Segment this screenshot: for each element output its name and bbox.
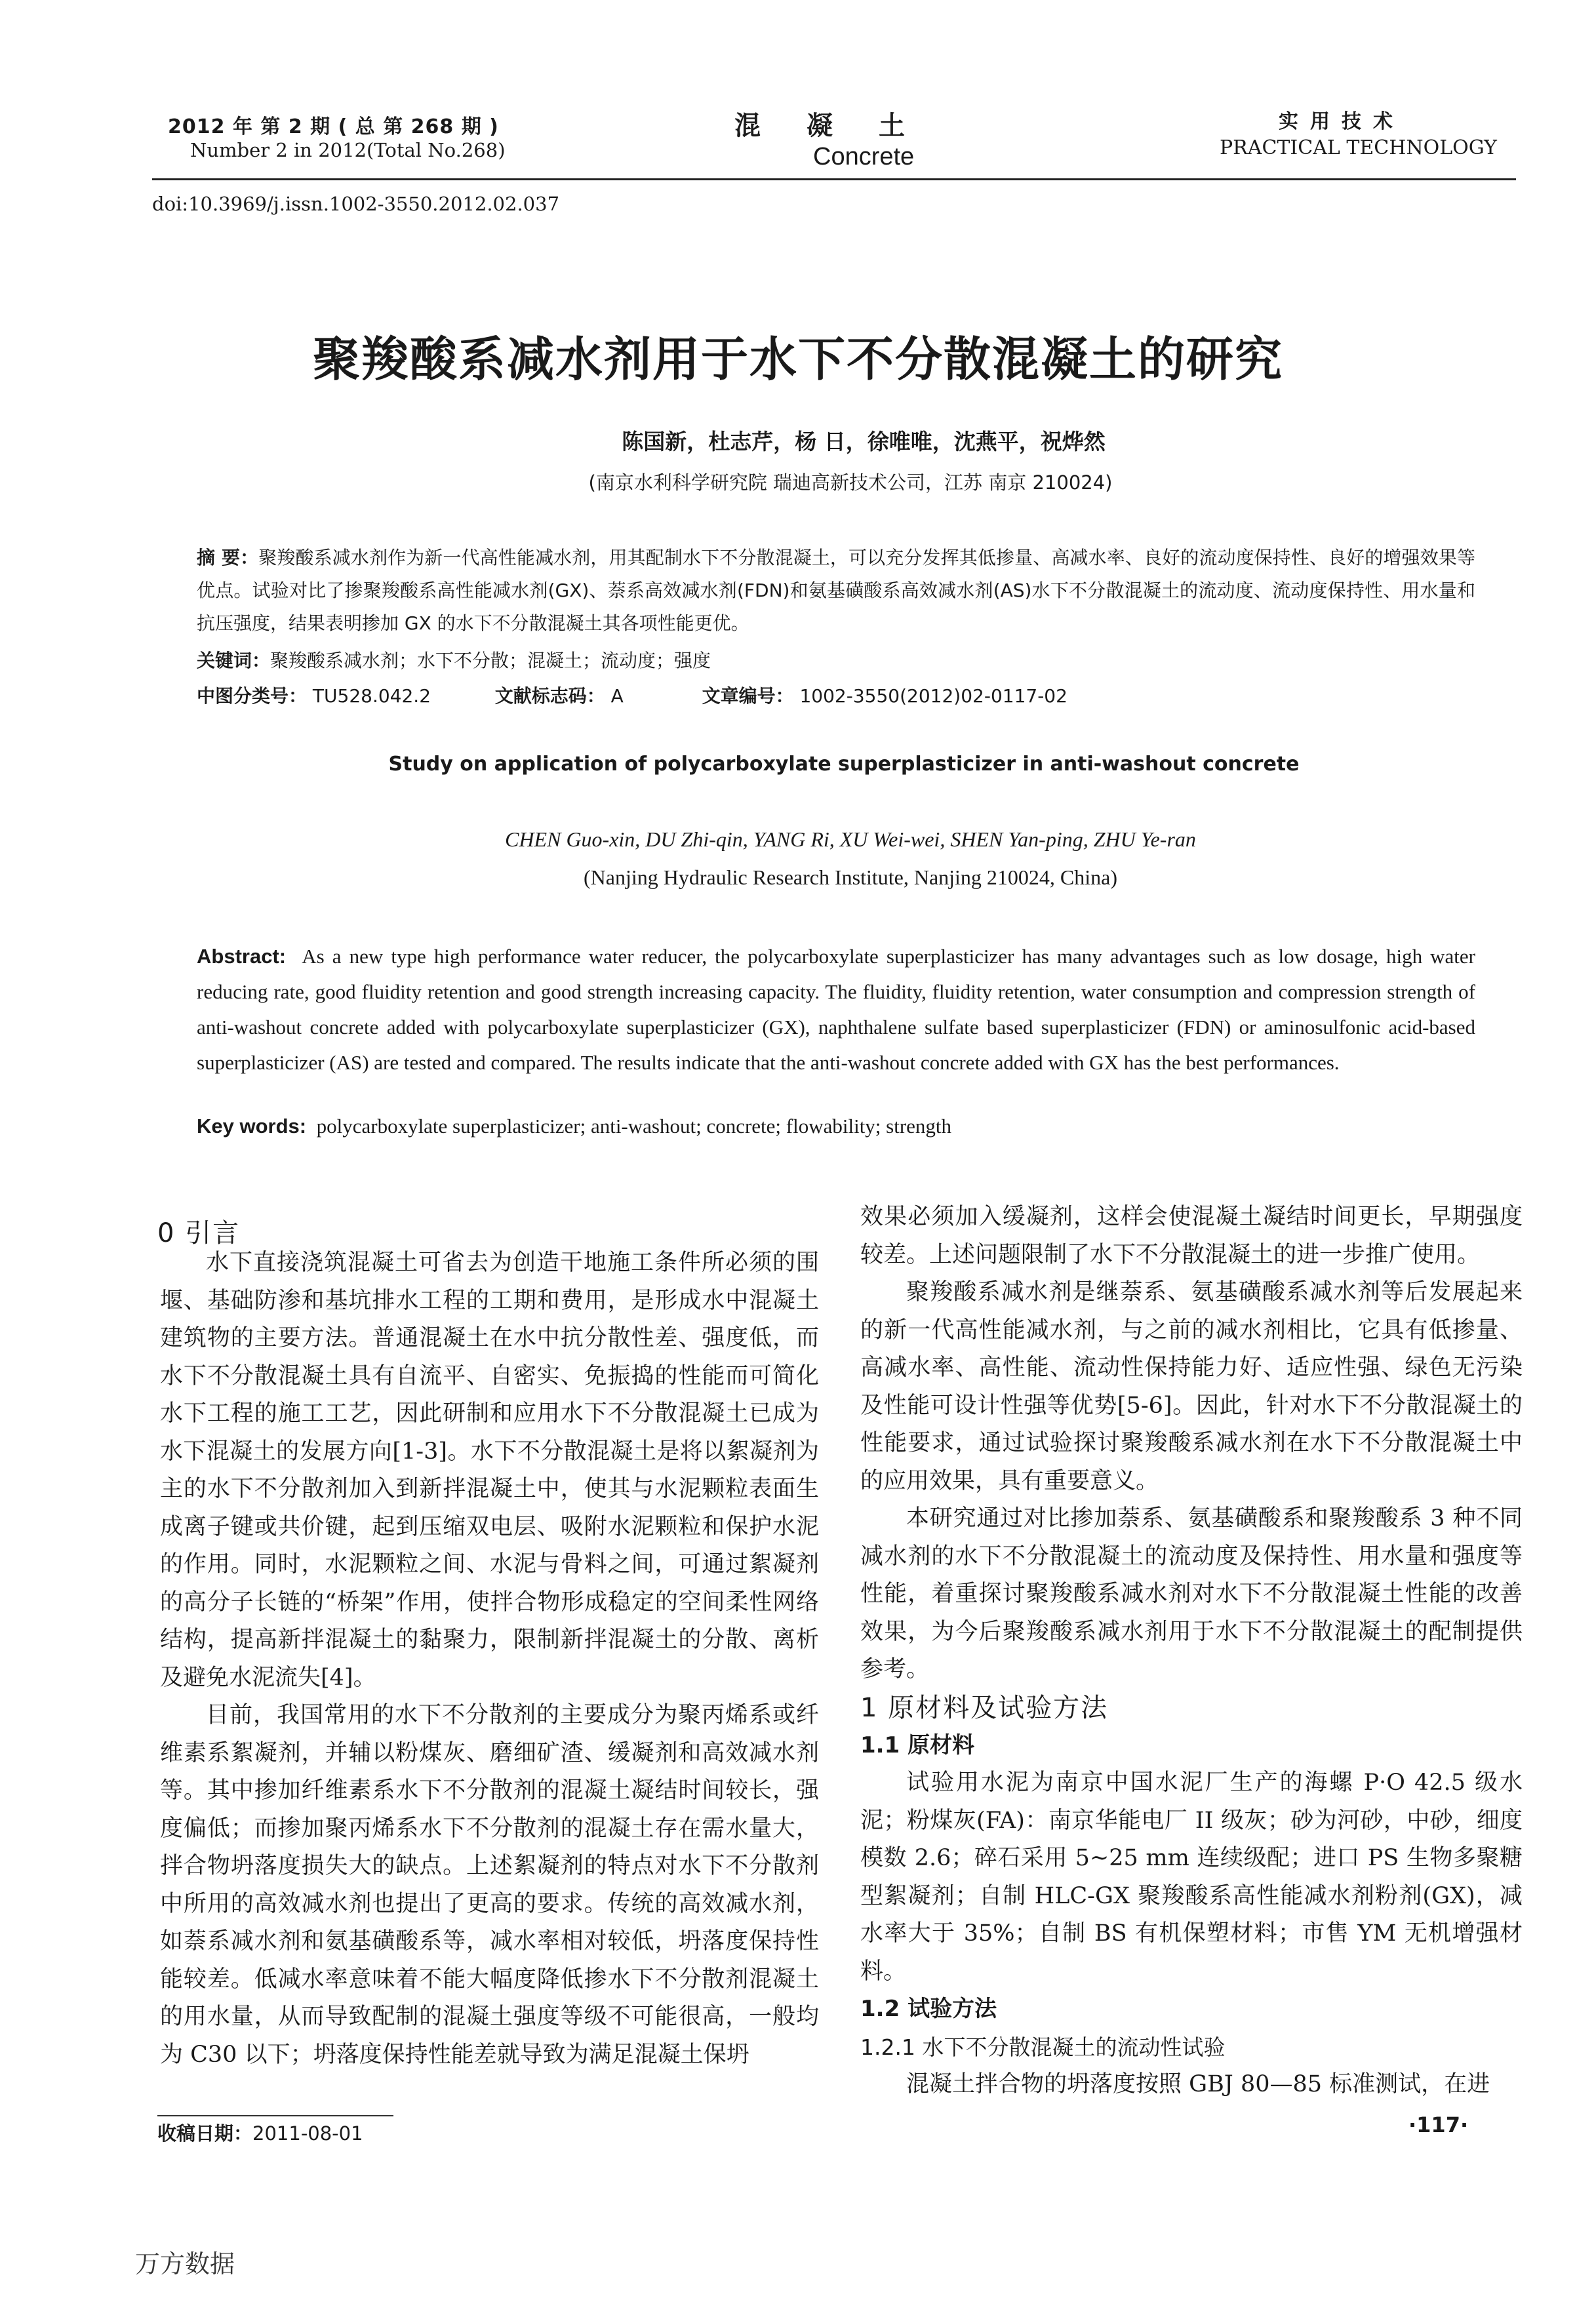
authors-en: CHEN Guo-xin, DU Zhi-qin, YANG Ri, XU Wei-wei, SHEN Yan-ping, ZHU Ye-ran (505, 827, 1196, 851)
body-paragraph: 目前，我国常用的水下不分散剂的主要成分为聚丙烯系或纤维素系絮凝剂，并辅以粉煤灰、磨细矿渣、缓凝剂和高效减水剂等。其中掺加纤维素系水下不分散剂的混凝土凝结时间较长，强度偏低；而掺加聚丙烯系水下不分散剂的混凝土存在需水量大，拌合物坍落度损失大的缺点。上述絮凝剂的特点对水下不分散剂中所用的高效减水剂也提出了更高的要求。传统的高效减水剂，如萘系减水剂和氨基磺酸系等，减水率相对较低，坍落度保持性能较差。低减水率意味着不能大幅度降低掺水下不分散剂混凝土的用水量，从而导致配制的混凝土强度等级不可能很高，一般均为 C30 以下；坍落度保持性能差就导致为满足混凝土保坍 (160, 1702, 819, 2068)
abstract-en (197, 939, 1475, 1080)
doccode-value: A (610, 685, 624, 707)
body-paragraph: 本研究通过对比掺加萘系、氨基磺酸系和聚羧酸系 3 种不同减水剂的水下不分散混凝土的流动度及保持性、用水量和强度等性能，着重探讨聚羧酸系减水剂对水下不分散混凝土性能的改善效果，为今后聚羧酸系减水剂用于水下不分散混凝土的配制提供参考。 (860, 1505, 1523, 1682)
keywords-en (197, 1115, 951, 1138)
body-paragraph: 聚羧酸系减水剂是继萘系、氨基磺酸系减水剂等后发展起来的新一代高性能减水剂，与之前的减水剂相比，它具有低掺量、高减水率、高性能、流动性保持能力好、适应性强、绿色无污染及性能可设计性强等优势[5-6]。因此，针对水下不分散混凝土的性能要求，通过试验探讨聚羧酸系减水剂在水下不分散混凝土中的应用效果，具有重要意义。 (860, 1279, 1523, 1494)
affiliation-en: (Nanjing Hydraulic Research Institute, Nanjing 210024, China) (583, 865, 1118, 889)
class-value: TU528.042.2 (312, 685, 431, 707)
footnote-rule (157, 2115, 393, 2116)
header-rule (152, 178, 1516, 180)
keywords-label-cn: 关键词： (197, 650, 271, 671)
body-paragraph: 试验用水泥为南京中国水泥厂生产的海螺 P·O 42.5 级水泥；粉煤灰(FA)：南京华能电厂 II 级灰；砂为河砂，中砂，细度模数 2.6；碎石采用 5~25 mm 连续级配；进口 PS 生物多聚糖型絮凝剂；自制 HLC-GX 聚羧酸系高性能减水剂粉剂(GX)，减水率大于 35%；自制 BS 有机保塑材料；市售 YM 无机增强材料。 (860, 1770, 1523, 1985)
journal-name-en: Concrete (813, 143, 915, 170)
articleno-label: 文章编号： (702, 685, 794, 707)
keywords-text-cn: 聚羧酸系减水剂；水下不分散；混凝土；流动度；强度 (270, 650, 711, 671)
received-date (157, 2119, 363, 2146)
section-1-1-heading: 1.1 原材料 (860, 1732, 975, 1758)
affiliation-cn: (南京水利科学研究院 瑞迪高新技术公司，江苏 南京 210024) (588, 471, 1113, 494)
keywords-label-en: Key words: (197, 1115, 307, 1138)
abstract-text-en: As a new type high performance water reducer, the polycarboxylate superplasticizer has many advantages such as low dosage, high water reducing rate, good fluidity retention and good strength increasing capacity. The fluidity, fluidity retention, water consumption and compression strength of anti-washout concrete added with polycarboxylate superplasticizer (GX), naphthalene sulfate based superplasticizer (FDN) or aminosulfonic acid-based superplasticizer (AS) are tested and compared. The results indicate that the anti-washout concrete added with GX has the best performances. (197, 945, 1476, 1074)
section-1-heading: 1 原材料及试验方法 (860, 1692, 1109, 1723)
received-value: 2011-08-01 (252, 2122, 363, 2145)
body-paragraph: 混凝土拌合物的坍落度按照 GBJ 80—85 标准测试，在进 (906, 2071, 1490, 2097)
issue-number-en: Number 2 in 2012(Total No.268) (190, 139, 506, 161)
article-title-cn: 聚羧酸系减水剂用于水下不分散混凝土的研究 (312, 332, 1283, 387)
abstract-label-en: Abstract: (197, 945, 287, 968)
article-title-en: Study on application of polycarboxylate superplasticizer in anti-washout concrete (388, 753, 1300, 776)
column-name-cn: 实用技术 (1279, 110, 1405, 133)
abstract-label-cn: 摘 要： (197, 547, 259, 568)
body-right-column (860, 1199, 1523, 2104)
class-label: 中图分类号： (197, 685, 308, 707)
watermark: 万方数据 (135, 2249, 235, 2278)
keywords-text-en: polycarboxylate superplasticizer; anti-washout; concrete; flowability; strength (316, 1115, 952, 1138)
section-0-heading: 0 引言 (157, 1218, 241, 1248)
articleno-value: 1002-3550(2012)02-0117-02 (799, 685, 1067, 707)
page-number: ·117· (1408, 2112, 1469, 2137)
section-1-2-heading: 1.2 试验方法 (860, 1996, 997, 2022)
journal-name-cn: 混凝土 (734, 111, 951, 141)
keywords-cn (197, 646, 711, 673)
doccode-label: 文献标志码： (494, 685, 605, 707)
abstract-cn (197, 542, 1475, 640)
authors-cn: 陈国新，杜志芹，杨 日，徐唯唯，沈燕平，祝烨然 (622, 429, 1106, 454)
doi: doi:10.3969/j.issn.1002-3550.2012.02.037 (152, 193, 560, 215)
body-paragraph: 水下直接浇筑混凝土可省去为创造干地施工条件所必须的围堰、基础防渗和基坑排水工程的工期和费用，是形成水中混凝土建筑物的主要方法。普通混凝土在水中抗分散性差、强度低，而水下不分散混凝土具有自流平、自密实、免振捣的性能而可简化水下工程的施工工艺，因此研制和应用水下不分散混凝土已成为水下混凝土的发展方向[1-3]。水下不分散混凝土是将以絮凝剂为主的水下不分散剂加入到新拌混凝土中，使其与水泥颗粒表面生成离子键或共价键，起到压缩双电层、吸附水泥颗粒和保护水泥的作用。同时，水泥颗粒之间、水泥与骨料之间，可通过絮凝剂的高分子长链的“桥架”作用，使拌合物形成稳定的空间柔性网络结构，提高新拌混凝土的黏聚力，限制新拌混凝土的分散、离析及避免水泥流失[4]。 (160, 1250, 819, 1691)
classification-line (197, 682, 1067, 708)
abstract-text-cn: 聚羧酸系减水剂作为新一代高性能减水剂，用其配制水下不分散混凝土，可以充分发挥其低掺量、高减水率、良好的流动度保持性、良好的增强效果等优点。试验对比了掺聚羧酸系高性能减水剂(GX)、萘系高效减水剂(FDN)和氨基磺酸系高效减水剂(AS)水下不分散混凝土的流动度、流动度保持性、用水量和抗压强度，结果表明掺加 GX 的水下不分散混凝土其各项性能更优。 (197, 547, 1475, 634)
section-1-2-1-heading: 1.2.1 水下不分散混凝土的流动性试验 (860, 2034, 1226, 2060)
body-paragraph: 效果必须加入缓凝剂，这样会使混凝土凝结时间更长，早期强度较差。上述问题限制了水下不分散混凝土的进一步推广使用。 (860, 1204, 1523, 1268)
body-left-column (160, 1244, 819, 2074)
received-label: 收稿日期： (157, 2122, 253, 2145)
column-name-en: PRACTICAL TECHNOLOGY (1220, 136, 1497, 159)
issue-number-cn: 2012 年 第 2 期 ( 总 第 268 期 ) (168, 115, 499, 138)
